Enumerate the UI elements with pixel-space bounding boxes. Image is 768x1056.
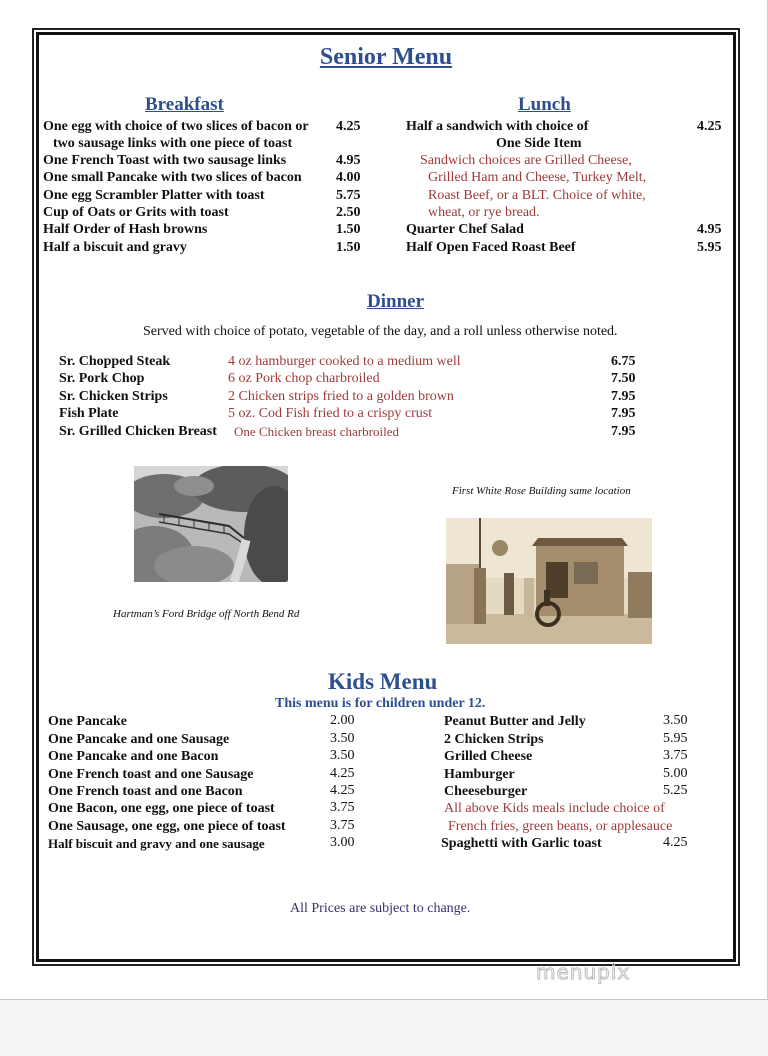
kids-item-price: 4.25 <box>330 766 355 781</box>
kids-item-price: 3.00 <box>330 835 355 850</box>
lunch-sandwich-desc: Roast Beef, or a BLT. Choice of white, <box>428 188 646 203</box>
dinner-item-name: Sr. Chicken Strips <box>59 389 168 404</box>
breakfast-item-price: 1.50 <box>336 240 361 255</box>
breakfast-item-name: Half Order of Hash browns <box>43 222 208 237</box>
kids-item-price: 3.75 <box>330 800 355 815</box>
breakfast-item-name: One egg Scrambler Platter with toast <box>43 188 265 203</box>
dinner-item-desc: 4 oz hamburger cooked to a medium well <box>228 354 461 369</box>
lunch-sandwich-desc: Sandwich choices are Grilled Cheese, <box>420 153 632 168</box>
kids-item-name: Peanut Butter and Jelly <box>444 714 586 729</box>
kids-item-name: Half biscuit and gravy and one sausage <box>48 836 265 851</box>
kids-item-price: 3.50 <box>330 748 355 763</box>
building-photo <box>446 518 652 644</box>
kids-item-price: 4.25 <box>663 835 688 850</box>
kids-item-name: Grilled Cheese <box>444 749 533 764</box>
dinner-heading: Dinner <box>367 291 424 312</box>
dinner-item-name: Fish Plate <box>59 406 119 421</box>
lunch-sandwich-desc: Grilled Ham and Cheese, Turkey Melt, <box>428 170 647 185</box>
breakfast-item-name: two sausage links with one piece of toast <box>53 136 293 151</box>
kids-menu-heading: Kids Menu <box>328 669 438 694</box>
kids-item-price: 3.50 <box>330 731 355 746</box>
dinner-item-name: Sr. Grilled Chicken Breast <box>59 424 217 439</box>
lunch-sandwich-desc: wheat, or rye bread. <box>428 205 540 220</box>
dinner-item-desc: 5 oz. Cod Fish fried to a crispy crust <box>228 406 433 421</box>
dinner-item-price: 7.95 <box>611 389 636 404</box>
breakfast-item-price: 4.00 <box>336 170 361 185</box>
breakfast-heading: Breakfast <box>145 94 224 115</box>
breakfast-item-name: One egg with choice of two slices of bacon or <box>43 119 309 134</box>
kids-item-name: One Pancake and one Bacon <box>48 749 219 764</box>
kids-item-name: One French toast and one Bacon <box>48 784 243 799</box>
dinner-item-desc: 2 Chicken strips fried to a golden brown <box>228 389 454 404</box>
kids-menu-subheading: This menu is for children under 12. <box>275 696 486 711</box>
kids-item-name: One French toast and one Sausage <box>48 767 254 782</box>
breakfast-item-name: Cup of Oats or Grits with toast <box>43 205 229 220</box>
kids-item-price: 5.25 <box>663 783 688 798</box>
dinner-note: Served with choice of potato, vegetable of the day, and a roll unless otherwise noted. <box>143 324 618 339</box>
kids-item-name: Spaghetti with Garlic toast <box>441 836 602 851</box>
kids-item-price: 3.75 <box>330 818 355 833</box>
dinner-item-name: Sr. Pork Chop <box>59 371 145 386</box>
kids-meal-note: All above Kids meals include choice of <box>444 801 665 816</box>
kids-item-price: 5.00 <box>663 766 688 781</box>
watermark: menupix <box>536 960 631 984</box>
breakfast-item-name: One French Toast with two sausage links <box>43 153 287 168</box>
breakfast-item-price: 1.50 <box>336 222 361 237</box>
dinner-item-price: 7.95 <box>611 424 636 439</box>
breakfast-item-price: 4.25 <box>336 119 361 134</box>
page-title: Senior Menu <box>319 44 453 70</box>
kids-item-name: One Pancake <box>48 714 127 729</box>
kids-meal-note: French fries, green beans, or applesauce <box>448 819 673 834</box>
price-disclaimer: All Prices are subject to change. <box>290 901 471 916</box>
lunch-heading: Lunch <box>518 94 571 115</box>
lunch-sandwich-line2: One Side Item <box>496 136 582 151</box>
lunch-item-price: 4.95 <box>697 222 722 237</box>
breakfast-item-name: One small Pancake with two slices of bacon <box>43 170 302 185</box>
kids-item-name: One Bacon, one egg, one piece of toast <box>48 801 275 816</box>
kids-item-name: Cheeseburger <box>444 784 528 799</box>
dinner-item-desc: One Chicken breast charbroiled <box>234 424 399 439</box>
building-photo-caption: First White Rose Building same location <box>452 485 631 497</box>
dinner-item-desc: 6 oz Pork chop charbroiled <box>228 371 380 386</box>
dinner-item-name: Sr. Chopped Steak <box>59 354 171 369</box>
kids-item-price: 2.00 <box>330 713 355 728</box>
lunch-sandwich-price: 4.25 <box>697 119 722 134</box>
lunch-item-name: Half Open Faced Roast Beef <box>406 240 576 255</box>
kids-item-name: Hamburger <box>444 767 515 782</box>
kids-item-name: 2 Chicken Strips <box>444 732 544 747</box>
breakfast-item-price: 2.50 <box>336 205 361 220</box>
kids-item-name: One Sausage, one egg, one piece of toast <box>48 819 286 834</box>
lunch-sandwich-line1: Half a sandwich with choice of <box>406 119 589 134</box>
breakfast-item-price: 5.75 <box>336 188 361 203</box>
kids-item-name: One Pancake and one Sausage <box>48 732 230 747</box>
dinner-item-price: 6.75 <box>611 354 636 369</box>
kids-item-price: 3.75 <box>663 748 688 763</box>
kids-item-price: 4.25 <box>330 783 355 798</box>
dinner-item-price: 7.95 <box>611 406 636 421</box>
bridge-photo-caption: Hartman’s Ford Bridge off North Bend Rd <box>113 608 300 620</box>
kids-item-price: 3.50 <box>663 713 688 728</box>
breakfast-item-price: 4.95 <box>336 153 361 168</box>
breakfast-item-name: Half a biscuit and gravy <box>43 240 187 255</box>
lunch-item-price: 5.95 <box>697 240 722 255</box>
bridge-photo <box>134 466 288 582</box>
dinner-item-price: 7.50 <box>611 371 636 386</box>
lunch-item-name: Quarter Chef Salad <box>406 222 524 237</box>
kids-item-price: 5.95 <box>663 731 688 746</box>
